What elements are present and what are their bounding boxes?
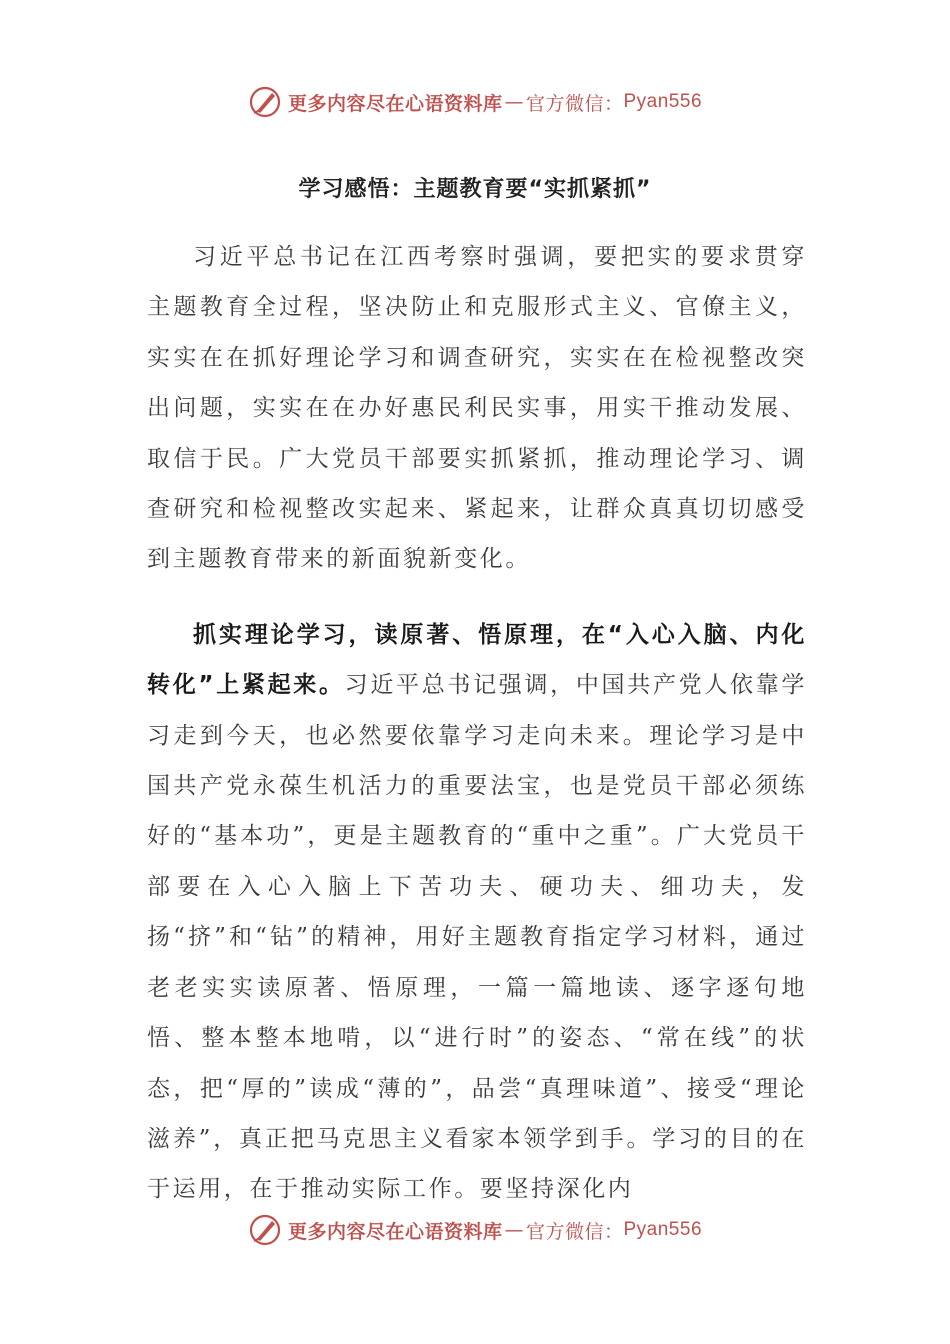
document-title: 学习感悟：主题教育要“实抓紧抓” (298, 177, 652, 202)
quill-logo-icon (248, 1213, 282, 1247)
footer-watermark (0, 1210, 950, 1250)
header-watermark (0, 82, 950, 122)
document-body (147, 232, 807, 1215)
watermark-handle: Pyan556 (623, 1219, 703, 1240)
watermark-dash: — (504, 91, 524, 113)
watermark-dash: — (504, 1219, 524, 1241)
paragraph-body-text: 习近平总书记强调，中国共产党人依靠学习走到今天，也必然要依靠学习走向未来。理论学习是中国共产党永葆生机活力的重要法宝，也是党员干部必须练好的“基本功”，更是主题教育的“重中之重”。广大党员干部要在入心入脑上下苦功夫、硬功夫、细功夫，发扬“挤”和“钻”的精神，用好主题教育指定学习材料，通过老老实实读原著、悟原理，一篇一篇地读、逐字逐句地悟、整本整本地啃，以“进行时”的姿态、“常在线”的状态，把“厚的”读成“薄的”，品尝“真理味道”、接受“理论滋养”，真正把马克思主义看家本领学到手。学习的目的在于运用，在于推动实际工作。要坚持深化内 (147, 672, 807, 1203)
watermark-wechat-label: 官方微信： (525, 92, 624, 115)
paragraph-lead-sentence: 抓实理论学习，读原著、悟原理，在“入心入脑、内化转化”上紧起来。 (147, 621, 807, 699)
watermark-site-name: 更多内容尽在心语资料库 (287, 1220, 503, 1243)
paragraph-intro: 习近平总书记在江西考察时强调，要把实的要求贯穿主题教育全过程，坚决防止和克服形式主义、官僚主义，实实在在抓好理论学习和调查研究，实实在在检视整改突出问题，实实在在办好惠民利民实事，用实干推动发展、取信于民。广大党员干部要实抓紧抓，推动理论学习、调查研究和检视整改实起来、紧起来，让群众真真切切感受到主题教育带来的新面貌新变化。 (147, 244, 807, 573)
paragraph-theory-study (147, 610, 807, 1215)
quill-logo-icon (248, 85, 282, 119)
watermark-handle: Pyan556 (623, 91, 703, 112)
watermark-wechat-label: 官方微信： (525, 1220, 624, 1243)
watermark-site-name: 更多内容尽在心语资料库 (287, 92, 503, 115)
